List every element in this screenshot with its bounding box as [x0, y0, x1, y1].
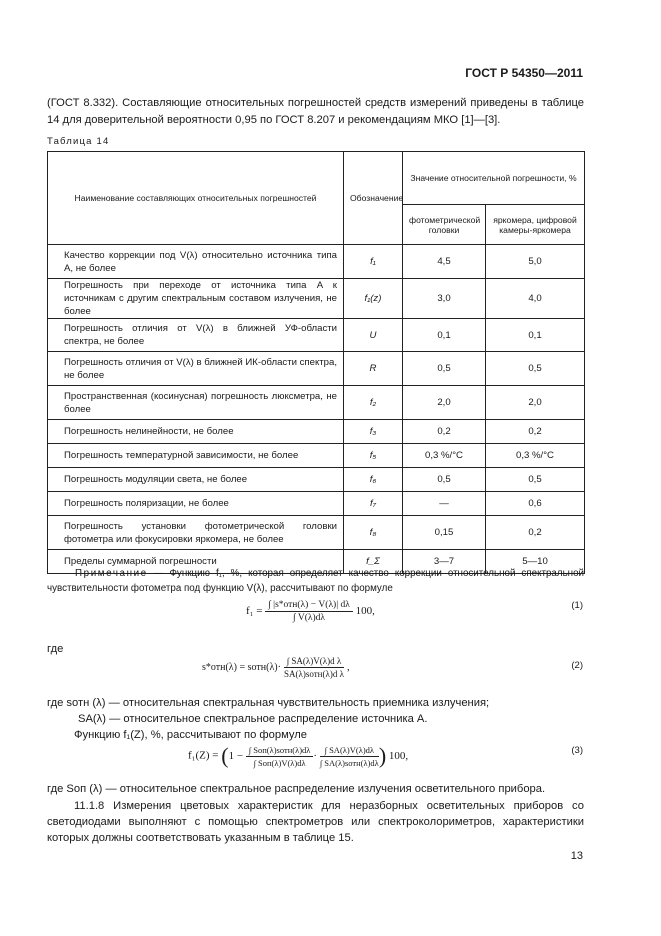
row-value-head: 0,5 — [403, 352, 486, 386]
row-name: Погрешность установки фотометрической головки фотометра или фокусировки яркомера, не более — [48, 516, 344, 550]
row-name: Погрешность отличия от V(λ) в ближней УФ-области спектра, не более — [48, 319, 344, 352]
eq1-tail: 100, — [355, 605, 375, 618]
header-sub2: яркомера, цифровой камеры-яркомера — [486, 205, 585, 245]
header-sub1: фотометрической головки — [403, 205, 486, 245]
row-symbol: f₅ — [344, 444, 403, 468]
eq2-tail: , — [347, 661, 350, 674]
eq1-number: (1) — [571, 600, 583, 611]
eq3-a-denominator: ∫ Sоп(λ)V(λ)dλ — [253, 757, 306, 768]
row-value-meter: 0,5 — [486, 468, 585, 492]
table-row — [48, 516, 585, 550]
eq3-number: (3) — [571, 745, 583, 756]
eq3-fraction-a — [246, 745, 314, 768]
row-value-head: 2,0 — [403, 386, 486, 420]
row-name: Пространственная (косинусная) погрешность люксметра, не более — [48, 386, 344, 420]
eq2-denominator: SA(λ)sотн(λ)d λ — [284, 669, 344, 679]
row-name: Погрешность нелинейности, не более — [48, 420, 344, 444]
intro-paragraph: (ГОСТ 8.332). Составляющие относительных погрешностей средств измерений приведены в таблице 14 для доверительной вероятности 0,95 по ГОСТ 8.207 и рекомендациям МКО [1]—[3]. — [47, 97, 584, 126]
row-value-meter: 0,3 %/°С — [486, 444, 585, 468]
row-value-head: — — [403, 492, 486, 516]
row-name: Погрешность отличия от V(λ) в ближней ИК-области спектра, не более — [48, 352, 344, 386]
eq2-number: (2) — [571, 660, 583, 671]
row-name: Пределы суммарной погрешности — [48, 550, 344, 574]
row-value-meter: 0,2 — [486, 420, 585, 444]
header-name: Наименование составляющих относительных погрешностей — [48, 152, 344, 245]
row-name: Качество коррекции под V(λ) относительно источника типа A, не более — [48, 245, 344, 279]
row-symbol: f₂ — [344, 386, 403, 420]
row-value-meter: 0,1 — [486, 319, 585, 352]
definition-s-a: SA(λ) — относительное спектральное распределение источника A. — [78, 713, 428, 725]
eq2-lhs: s*отн(λ) = sотн(λ)· — [202, 662, 281, 674]
row-symbol: f₇ — [344, 492, 403, 516]
row-symbol: f₁ — [344, 245, 403, 279]
formula-intro: Функцию f₁(Z), %, рассчитывают по формуле — [74, 729, 307, 741]
equation-2 — [202, 656, 350, 679]
table-row — [48, 352, 585, 386]
definition-s-op: где Sоп (λ) — относительное спектральное распределение излучения осветительного прибора. — [47, 783, 546, 795]
row-symbol: U — [344, 319, 403, 352]
eq3-a-numerator: ∫ Sоп(λ)sотн(λ)dλ — [246, 745, 314, 757]
row-value-head: 3,0 — [403, 279, 486, 319]
table-row — [48, 468, 585, 492]
table-row — [48, 420, 585, 444]
row-name: Погрешность температурной зависимости, не более — [48, 444, 344, 468]
table-row — [48, 444, 585, 468]
row-value-head: 4,5 — [403, 245, 486, 279]
eq1-numerator: ∫ |s*отн(λ) − V(λ)| dλ — [265, 600, 353, 612]
eq1-denominator: ∫ V(λ)dλ — [293, 613, 326, 623]
table-note — [47, 566, 584, 596]
where-label: где — [47, 643, 64, 655]
document-header: ГОСТ Р 54350—2011 — [465, 66, 583, 80]
row-symbol: f₈ — [344, 516, 403, 550]
equation-3: f₁(Z) = (1 − $\frac{\text{∫ Sоп(λ)sотн(λ)dλ}}{\text{∫ Sоп(λ)V(λ)dλ}}$ · $\frac{\int SA(\lambda)V(\lambda)d\lambda}{\text{∫ SA(λ)sотн(λ)dλ}}$ ) 100, — [188, 743, 409, 768]
eq2-fraction — [284, 656, 345, 679]
row-value-meter: 2,0 — [486, 386, 585, 420]
row-value-meter: 0,2 — [486, 516, 585, 550]
header-symbol: Обозначение — [344, 152, 403, 245]
table-row — [48, 319, 585, 352]
table-row — [48, 386, 585, 420]
table-row — [48, 279, 585, 319]
table-caption: Таблица 14 — [47, 136, 110, 147]
row-value-meter: 5,0 — [486, 245, 585, 279]
table-row — [48, 245, 585, 279]
row-value-head: 0,2 — [403, 420, 486, 444]
row-symbol: f₃ — [344, 420, 403, 444]
row-value-head: 0,1 — [403, 319, 486, 352]
row-value-meter: 0,5 — [486, 352, 585, 386]
row-value-head: 0,3 %/°С — [403, 444, 486, 468]
row-value-meter: 0,6 — [486, 492, 585, 516]
row-name: Погрешность поляризации, не более — [48, 492, 344, 516]
equation-1 — [246, 600, 375, 623]
definition-s-otn: где sотн (λ) — относительная спектральная чувствительность приемника излучения; — [47, 697, 490, 709]
row-symbol: R — [344, 352, 403, 386]
eq1-fraction — [265, 600, 353, 623]
page-number: 13 — [570, 850, 583, 862]
eq3-tail: 100, — [388, 750, 409, 762]
eq2-numerator: ∫ SA(λ)V(λ)d λ — [284, 656, 345, 668]
row-value-meter: 4,0 — [486, 279, 585, 319]
row-symbol: f₁(z) — [344, 279, 403, 319]
eq3-b-numerator: ∫ SA(λ)V(λ)dλ — [320, 745, 379, 757]
row-symbol: f₆ — [344, 468, 403, 492]
row-value-head: 0,15 — [403, 516, 486, 550]
table-14 — [47, 151, 585, 574]
row-value-head: 0,5 — [403, 468, 486, 492]
eq3-lhs: f₁(Z) = — [188, 749, 219, 762]
eq3-b-denominator: ∫ SA(λ)sотн(λ)dλ — [319, 757, 379, 768]
eq1-lhs: f₁ = — [246, 605, 263, 618]
row-name: Погрешность при переходе от источника типа A к источникам с другим спектральным составом излучения, не более — [48, 279, 344, 319]
row-symbol: f_Σ — [344, 550, 403, 574]
note-text: — Функцию f₁, %, которая определяет качество коррекции относительной спектральной чувствительности фотометра под функцию V(λ), рассчитывают по формуле — [47, 568, 584, 594]
header-group: Значение относительной погрешности, % — [403, 152, 585, 205]
row-name: Погрешность модуляции света, не более — [48, 468, 344, 492]
row-value-meter: 5—10 — [486, 550, 585, 574]
eq3-fraction-b — [320, 745, 379, 768]
table-row — [48, 492, 585, 516]
row-value-head: 3—7 — [403, 550, 486, 574]
note-label: Примечание — [75, 568, 148, 579]
paragraph-11-1-8: 11.1.8 Измерения цветовых характеристик для неразборных осветительных приборов со светодиодами выполняют с помощью спектрометров или спектроколориметров, характеристики которых должны соответствовать указанным в таблице 15. — [47, 800, 584, 844]
